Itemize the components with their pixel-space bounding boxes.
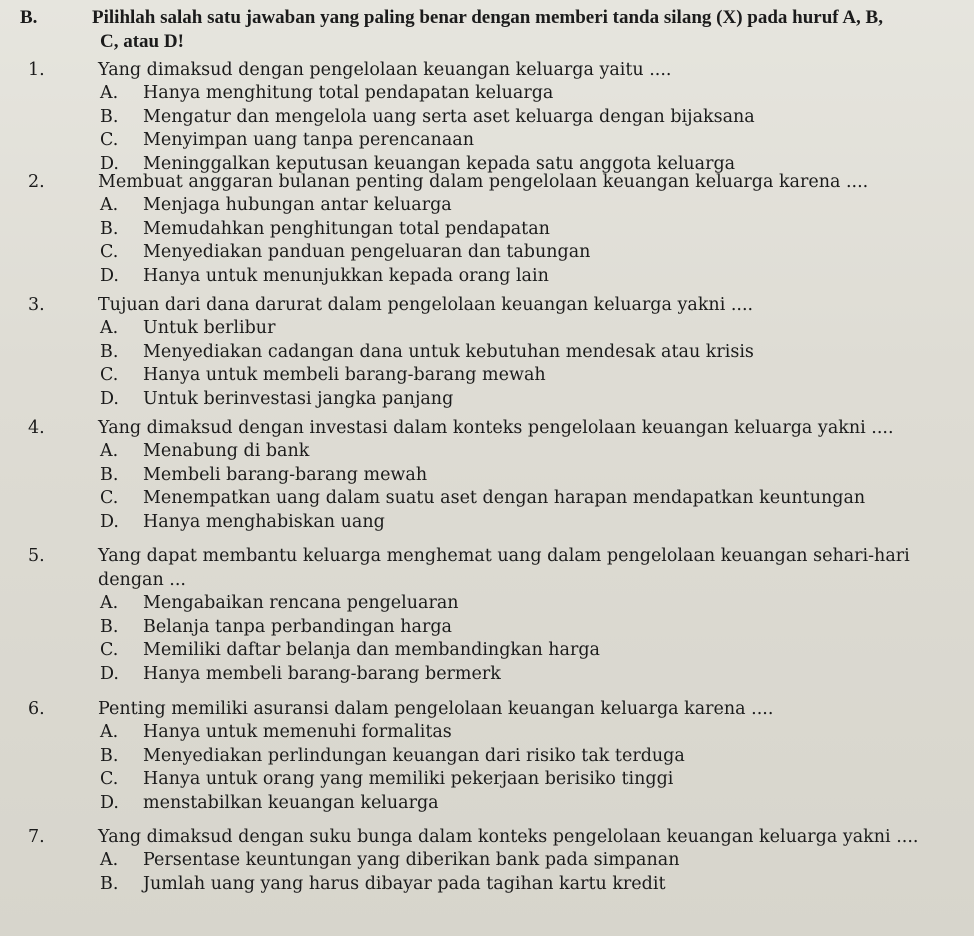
option-b[interactable] bbox=[28, 218, 968, 242]
option-letter: B. bbox=[100, 341, 119, 362]
option-letter: C. bbox=[100, 640, 119, 660]
question-text: Membuat anggaran bulanan penting dalam pengelolaan keuangan keluarga karena .... bbox=[98, 172, 869, 192]
option-text: Memiliki daftar belanja dan membandingkan harga bbox=[143, 640, 600, 660]
option-text: Menabung di bank bbox=[143, 441, 310, 461]
option-d[interactable] bbox=[28, 388, 968, 412]
option-letter: D. bbox=[100, 792, 119, 813]
option-text: Hanya untuk membeli barang-barang mewah bbox=[143, 365, 546, 385]
option-text: menstabilkan keuangan keluarga bbox=[143, 792, 439, 813]
option-b[interactable] bbox=[28, 464, 968, 488]
question-number: 6. bbox=[28, 699, 45, 719]
question-text: Yang dimaksud dengan investasi dalam konteks pengelolaan keuangan keluarga yakni .... bbox=[98, 418, 894, 438]
option-letter: A. bbox=[100, 441, 119, 461]
option-letter: B. bbox=[100, 218, 119, 239]
option-letter: A. bbox=[100, 318, 119, 338]
question-text: Yang dimaksud dengan pengelolaan keuangan keluarga yaitu .... bbox=[98, 60, 672, 80]
option-letter: D. bbox=[100, 153, 119, 174]
option-c[interactable] bbox=[28, 639, 968, 663]
option-text: Untuk berlibur bbox=[143, 318, 276, 338]
question-number: 3. bbox=[28, 295, 45, 315]
option-letter: D. bbox=[100, 511, 119, 532]
option-text: Menyediakan perlindungan keuangan dari risiko tak terduga bbox=[143, 745, 685, 766]
option-letter: A. bbox=[100, 195, 119, 215]
option-text: Meninggalkan keputusan keuangan kepada satu anggota keluarga bbox=[143, 153, 736, 174]
option-text: Mengabaikan rencana pengeluaran bbox=[143, 593, 459, 613]
option-a[interactable] bbox=[28, 194, 968, 218]
option-letter: C. bbox=[100, 365, 119, 385]
option-text: Menyediakan panduan pengeluaran dan tabungan bbox=[143, 242, 591, 262]
option-a[interactable] bbox=[28, 592, 968, 616]
option-a[interactable] bbox=[28, 849, 968, 873]
question-number: 7. bbox=[28, 827, 45, 847]
option-d[interactable] bbox=[28, 511, 968, 535]
option-b[interactable] bbox=[28, 341, 968, 365]
option-letter: B. bbox=[100, 464, 119, 485]
question-2 bbox=[28, 170, 968, 288]
option-text: Hanya menghitung total pendapatan keluarga bbox=[143, 83, 554, 103]
option-b[interactable] bbox=[28, 616, 968, 640]
question-5 bbox=[28, 544, 968, 686]
option-letter: D. bbox=[100, 663, 119, 684]
option-text: Menempatkan uang dalam suatu aset dengan harapan mendapatkan keuntungan bbox=[143, 488, 866, 508]
option-letter: A. bbox=[100, 850, 119, 870]
option-letter: C. bbox=[100, 130, 119, 150]
option-a[interactable] bbox=[28, 440, 968, 464]
option-c[interactable] bbox=[28, 487, 968, 511]
option-d[interactable] bbox=[28, 265, 968, 289]
option-c[interactable] bbox=[28, 768, 968, 792]
instruction-text-continued: C, atau D! bbox=[100, 31, 184, 52]
option-letter: B. bbox=[100, 745, 119, 766]
option-c[interactable] bbox=[28, 364, 968, 388]
question-text: Penting memiliki asuransi dalam pengelolaan keuangan keluarga karena .... bbox=[98, 699, 774, 719]
question-number: 5. bbox=[28, 546, 45, 566]
option-letter: C. bbox=[100, 769, 119, 789]
option-c[interactable] bbox=[28, 241, 968, 265]
option-text: Membeli barang-barang mewah bbox=[143, 464, 428, 485]
option-b[interactable] bbox=[28, 745, 968, 769]
option-text: Hanya menghabiskan uang bbox=[143, 511, 385, 532]
option-letter: B. bbox=[100, 873, 119, 894]
option-text: Persentase keuntungan yang diberikan bank pada simpanan bbox=[143, 850, 680, 870]
option-d[interactable] bbox=[28, 663, 968, 687]
option-text: Hanya untuk memenuhi formalitas bbox=[143, 722, 452, 742]
question-number: 1. bbox=[28, 60, 45, 80]
option-letter: B. bbox=[100, 616, 119, 637]
option-letter: C. bbox=[100, 488, 119, 508]
question-text: Yang dimaksud dengan suku bunga dalam konteks pengelolaan keuangan keluarga yakni .... bbox=[98, 827, 919, 847]
section-instructions bbox=[20, 6, 970, 54]
option-letter: D. bbox=[100, 388, 119, 409]
option-text: Memudahkan penghitungan total pendapatan bbox=[143, 218, 550, 239]
question-3 bbox=[28, 293, 968, 411]
question-number: 2. bbox=[28, 172, 45, 192]
option-text: Mengatur dan mengelola uang serta aset keluarga dengan bijaksana bbox=[143, 106, 755, 127]
option-letter: C. bbox=[100, 242, 119, 262]
option-text: Jumlah uang yang harus dibayar pada tagihan kartu kredit bbox=[143, 873, 666, 894]
option-c[interactable] bbox=[28, 129, 968, 153]
option-b[interactable] bbox=[28, 873, 968, 897]
option-text: Hanya untuk orang yang memiliki pekerjaan berisiko tinggi bbox=[143, 769, 674, 789]
option-text: Untuk berinvestasi jangka panjang bbox=[143, 388, 454, 409]
option-letter: A. bbox=[100, 83, 119, 103]
option-letter: A. bbox=[100, 593, 119, 613]
option-text: Menjaga hubungan antar keluarga bbox=[143, 195, 452, 215]
option-letter: A. bbox=[100, 722, 119, 742]
option-a[interactable] bbox=[28, 721, 968, 745]
option-text: Hanya membeli barang-barang bermerk bbox=[143, 663, 501, 684]
question-6 bbox=[28, 697, 968, 815]
option-a[interactable] bbox=[28, 82, 968, 106]
option-letter: B. bbox=[100, 106, 119, 127]
instruction-text: Pilihlah salah satu jawaban yang paling benar dengan memberi tanda silang (X) pada huruf A, B, bbox=[92, 7, 883, 28]
question-7 bbox=[28, 825, 968, 896]
option-text: Belanja tanpa perbandingan harga bbox=[143, 616, 452, 637]
question-text: Yang dapat membantu keluarga menghemat uang dalam pengelolaan keuangan sehari-hari bbox=[98, 546, 910, 566]
question-1 bbox=[28, 58, 968, 176]
option-b[interactable] bbox=[28, 106, 968, 130]
option-a[interactable] bbox=[28, 317, 968, 341]
question-4 bbox=[28, 416, 968, 534]
question-text: Tujuan dari dana darurat dalam pengelolaan keuangan keluarga yakni .... bbox=[98, 295, 754, 315]
option-text: Hanya untuk menunjukkan kepada orang lain bbox=[143, 265, 549, 286]
question-number: 4. bbox=[28, 418, 45, 438]
option-text: Menyimpan uang tanpa perencanaan bbox=[143, 130, 474, 150]
section-label: B. bbox=[20, 7, 38, 28]
option-text: Menyediakan cadangan dana untuk kebutuhan mendesak atau krisis bbox=[143, 341, 754, 362]
option-letter: D. bbox=[100, 265, 119, 286]
question-text-continued: dengan ... bbox=[98, 570, 186, 590]
option-d[interactable] bbox=[28, 792, 968, 816]
